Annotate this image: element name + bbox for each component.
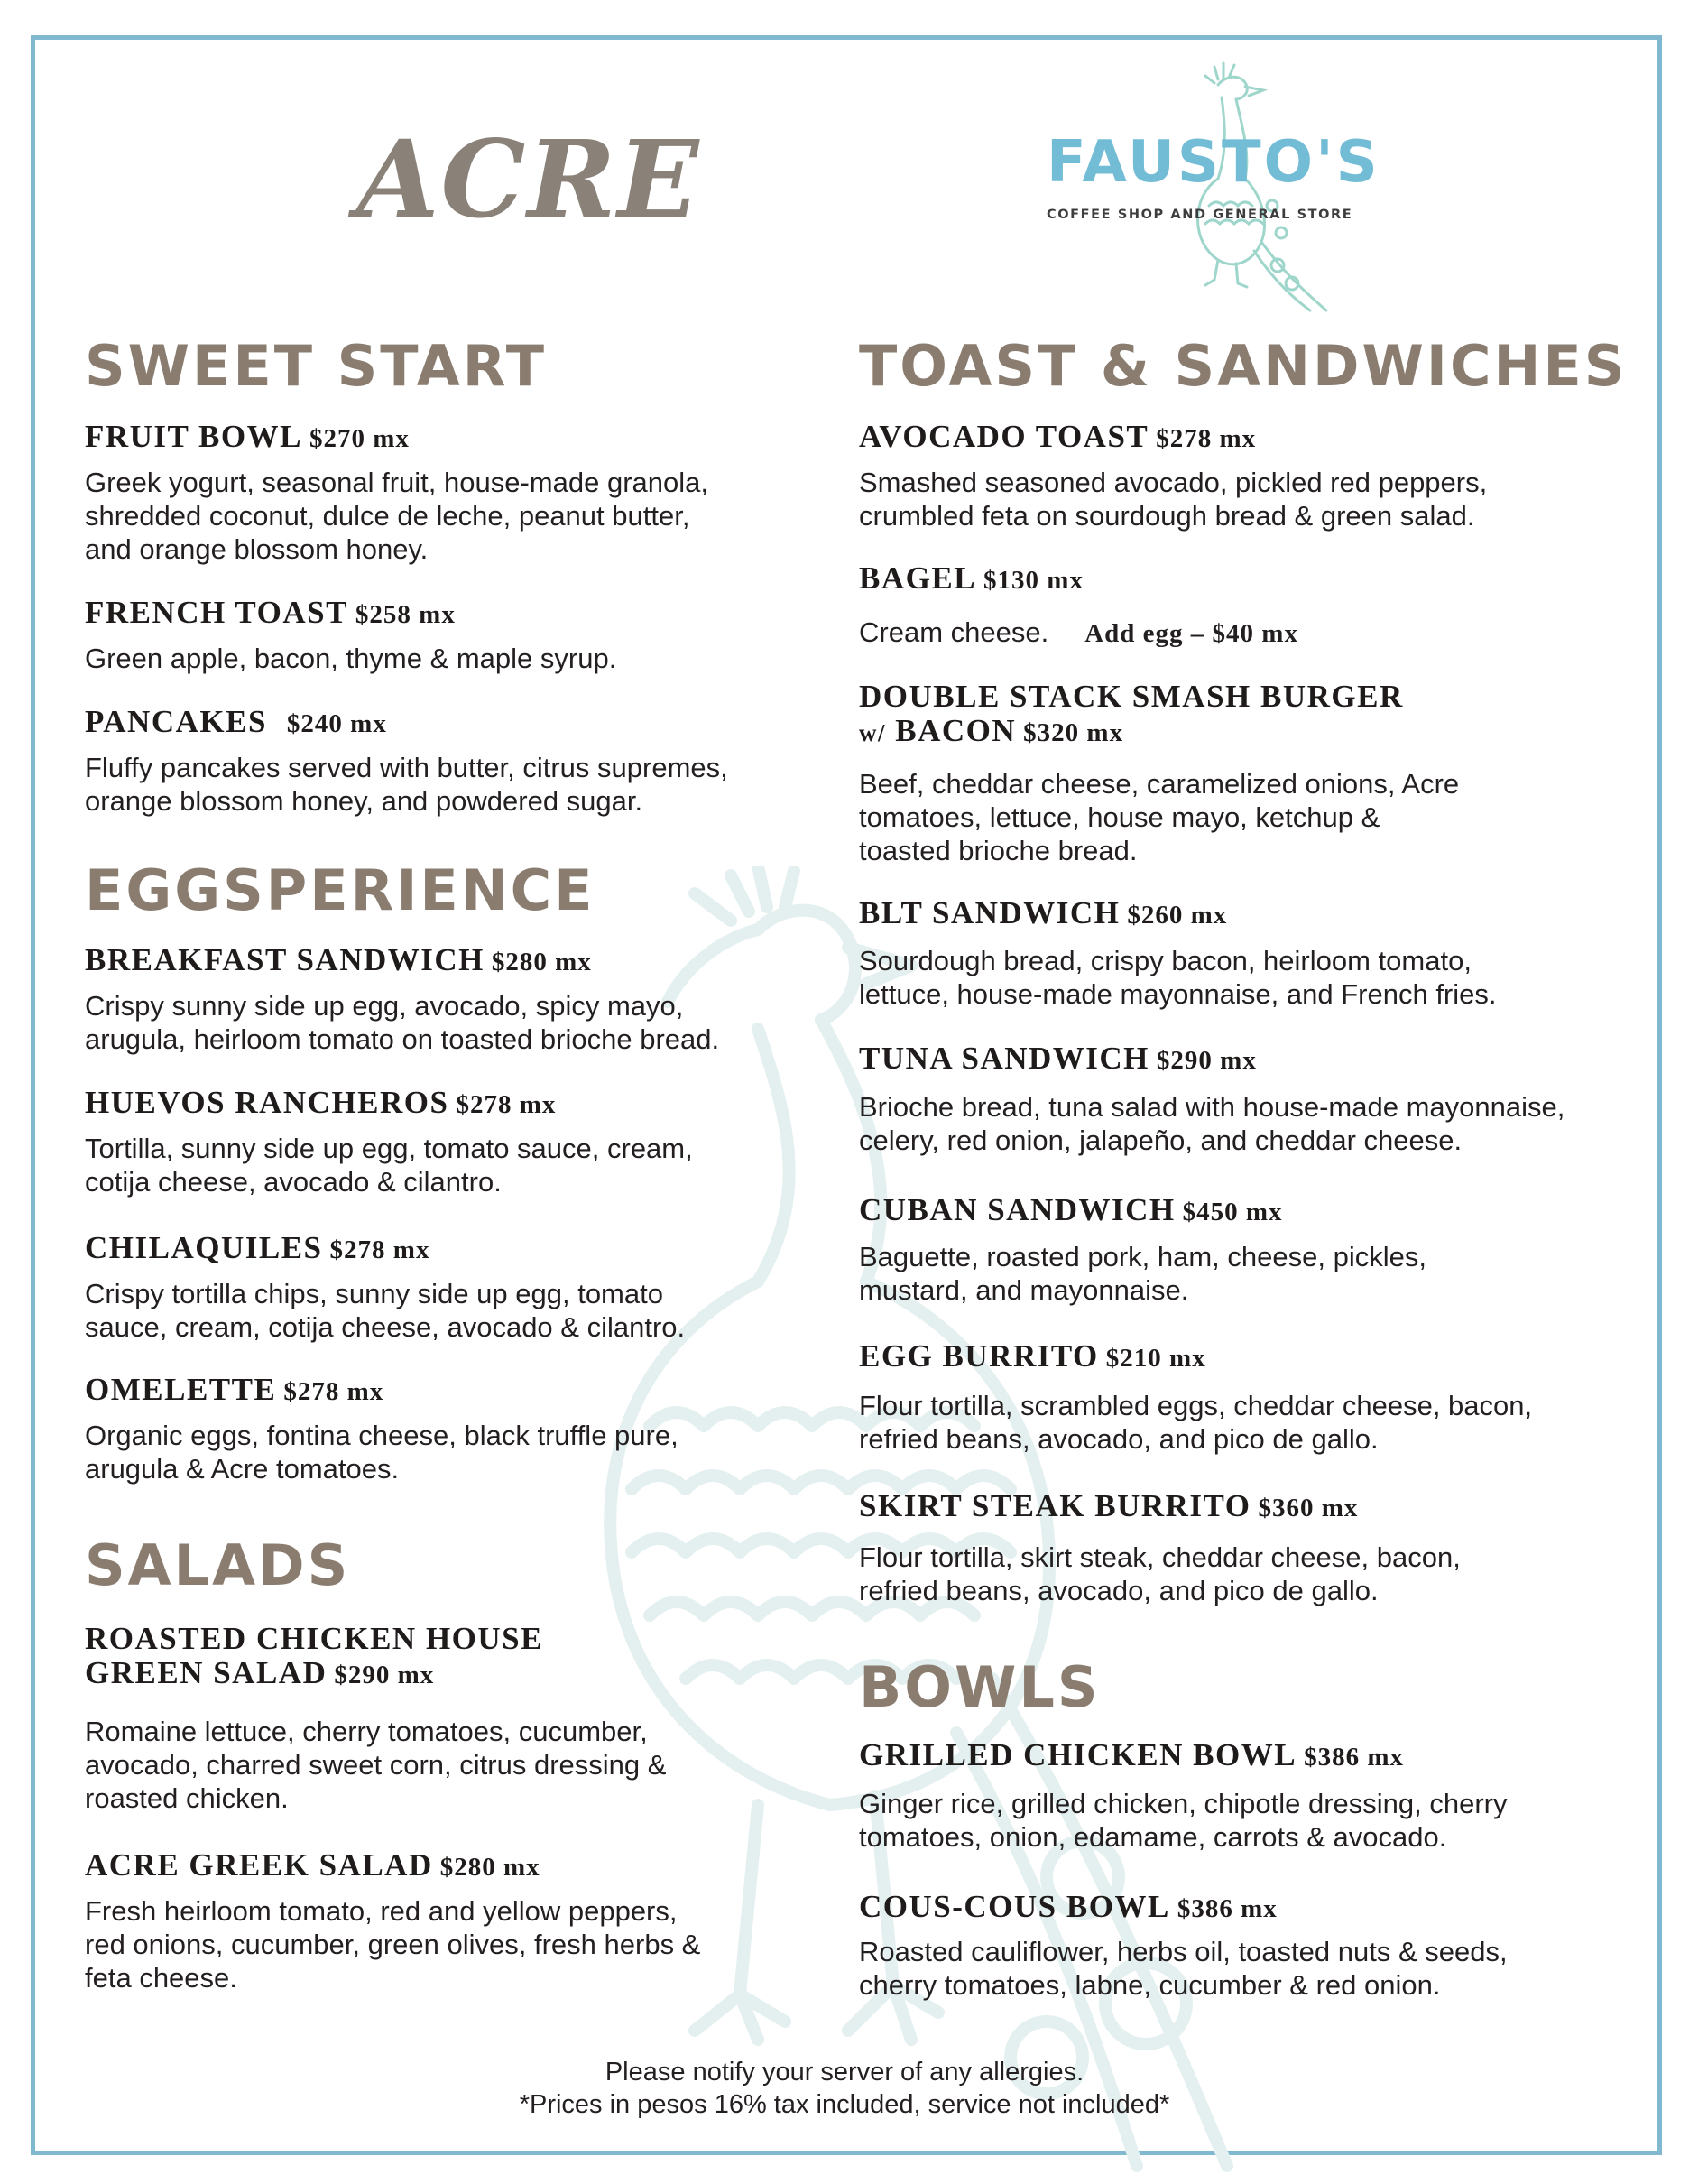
item-price: $320 mx <box>1023 718 1124 747</box>
desc-line: Crispy tortilla chips, sunny side up egg, tomato <box>85 1278 663 1309</box>
item-price: $278 mx <box>456 1090 557 1119</box>
menu-item-title <box>859 1738 1404 1774</box>
item-name: GRILLED CHICKEN BOWL <box>859 1737 1297 1772</box>
desc-line: Organic eggs, fontina cheese, black truffle pure, <box>85 1420 678 1451</box>
desc-line: Brioche bread, tuna salad with house-made mayonnaise, <box>859 1091 1565 1123</box>
item-description <box>859 944 1497 1011</box>
item-name: SKIRT STEAK BURRITO <box>859 1488 1251 1523</box>
desc-line: Green apple, bacon, thyme & maple syrup. <box>85 643 617 674</box>
menu-item-title <box>859 1339 1206 1375</box>
item-description <box>859 466 1487 532</box>
desc-line: Romaine lettuce, cherry tomatoes, cucumber, <box>85 1716 648 1747</box>
allergy-notice: Please notify your server of any allergies. <box>605 2058 1084 2087</box>
section-heading-bowls: BOWLS <box>859 1654 1101 1720</box>
desc-line: crumbled feta on sourdough bread & green salad. <box>859 500 1475 532</box>
desc-line: shredded coconut, dulce de leche, peanut butter, <box>85 500 690 532</box>
desc-line: Beef, cheddar cheese, caramelized onions, Acre <box>859 768 1460 800</box>
item-name: BLT SANDWICH <box>859 895 1121 930</box>
item-description <box>859 1389 1532 1456</box>
item-name: CHILAQUILES <box>85 1230 323 1265</box>
menu-item-title <box>859 420 1256 456</box>
desc-line: roasted chicken. <box>85 1782 289 1814</box>
item-description <box>859 1240 1426 1307</box>
item-name: FRUIT BOWL <box>85 419 302 454</box>
item-price: $386 mx <box>1177 1894 1278 1923</box>
footer-notes <box>0 2056 1689 2121</box>
menu-item-title <box>85 1622 543 1692</box>
menu-item-title <box>85 1373 383 1409</box>
item-name: HUEVOS RANCHEROS <box>85 1085 449 1120</box>
desc-line: Tortilla, sunny side up egg, tomato sauce, cream, <box>85 1133 693 1164</box>
item-price: $360 mx <box>1258 1494 1359 1522</box>
item-description <box>859 1787 1507 1854</box>
item-price: $278 mx <box>283 1377 384 1406</box>
item-description <box>85 1419 678 1485</box>
section-heading-toast-sandwiches: TOAST & SANDWICHES <box>859 333 1628 399</box>
desc-line: refried beans, avocado, and pico de gallo. <box>859 1423 1379 1455</box>
menu-item-title <box>85 1848 540 1884</box>
acre-logo: ACRE <box>356 116 701 242</box>
desc-line: Fresh heirloom tomato, red and yellow peppers, <box>85 1895 678 1927</box>
item-price: $210 mx <box>1105 1344 1206 1373</box>
item-description <box>859 767 1459 867</box>
desc-line: red onions, cucumber, green olives, fresh herbs & <box>85 1929 701 1960</box>
item-name: OMELETTE <box>85 1372 277 1407</box>
item-name: EGG BURRITO <box>859 1338 1099 1374</box>
menu-item-title <box>859 680 1404 750</box>
menu-item-title <box>85 1231 429 1267</box>
item-price: $280 mx <box>439 1853 540 1882</box>
desc-line: mustard, and mayonnaise. <box>859 1274 1189 1306</box>
item-description <box>859 1935 1508 2002</box>
item-description <box>85 1132 693 1198</box>
desc-line: arugula, heirloom tomato on toasted brioche bread. <box>85 1023 720 1055</box>
item-name: ACRE GREEK SALAD <box>85 1847 433 1883</box>
item-price: $278 mx <box>1156 424 1257 453</box>
item-price: $290 mx <box>334 1661 435 1689</box>
faustos-tagline: COFFEE SHOP AND GENERAL STORE <box>1047 208 1353 222</box>
item-description <box>859 615 1298 651</box>
item-description <box>85 642 616 675</box>
menu-item-title <box>859 1890 1278 1926</box>
item-name: BAGEL <box>859 560 977 596</box>
item-price: $450 mx <box>1182 1198 1283 1226</box>
desc-line: tomatoes, onion, edamame, carrots & avocado. <box>859 1821 1447 1853</box>
desc-line: celery, red onion, jalapeño, and cheddar cheese. <box>859 1124 1463 1156</box>
desc-line: Fluffy pancakes served with butter, citrus supremes, <box>85 752 728 783</box>
desc-line: Smashed seasoned avocado, pickled red peppers, <box>859 467 1488 498</box>
desc-line: Baguette, roasted pork, ham, cheese, pickles, <box>859 1241 1426 1272</box>
desc-line: avocado, charred sweet corn, citrus dressing & <box>85 1749 667 1781</box>
desc-line: orange blossom honey, and powdered sugar. <box>85 785 643 817</box>
menu-item-title <box>859 561 1084 597</box>
item-addon: Add egg – $40 mx <box>1084 619 1298 648</box>
menu-item-title <box>85 943 592 979</box>
desc-line: cherry tomatoes, labne, cucumber & red onion. <box>859 1969 1441 2001</box>
item-name: AVOCADO TOAST <box>859 419 1149 454</box>
item-price: $386 mx <box>1304 1743 1405 1772</box>
menu-item-title <box>859 1041 1257 1078</box>
item-name: CUBAN SANDWICH <box>859 1192 1176 1227</box>
section-heading-eggsperience: EGGSPERIENCE <box>85 857 595 923</box>
item-price: $280 mx <box>491 948 592 976</box>
desc-line: lettuce, house-made mayonnaise, and French fries. <box>859 978 1497 1010</box>
faustos-name: FAUSTO'S <box>1047 129 1380 196</box>
desc-line: Roasted cauliflower, herbs oil, toasted nuts & seeds, <box>859 1936 1508 1967</box>
item-name: COUS-COUS BOWL <box>859 1889 1170 1924</box>
item-name: BREAKFAST SANDWICH <box>85 942 485 977</box>
item-name: TUNA SANDWICH <box>859 1041 1149 1076</box>
desc-line: sauce, cream, cotija cheese, avocado & cilantro. <box>85 1311 686 1343</box>
desc-line: and orange blossom honey. <box>85 533 429 565</box>
desc-line: arugula & Acre tomatoes. <box>85 1453 400 1485</box>
item-description <box>85 1715 666 1815</box>
item-price: $260 mx <box>1127 901 1228 930</box>
menu-item-title <box>85 705 387 741</box>
item-price: $240 mx <box>286 709 387 738</box>
desc-line: Cream cheese. <box>859 616 1049 648</box>
desc-line: Greek yogurt, seasonal fruit, house-made granola, <box>85 467 708 498</box>
desc-line: toasted brioche bread. <box>859 835 1138 866</box>
desc-line: Sourdough bread, crispy bacon, heirloom tomato, <box>859 945 1472 976</box>
desc-line: feta cheese. <box>85 1962 237 1994</box>
item-name-line2: GREEN SALAD <box>85 1655 328 1690</box>
desc-line: Flour tortilla, skirt steak, cheddar cheese, bacon, <box>859 1541 1461 1573</box>
menu-item-title <box>85 1086 556 1122</box>
item-name-prefix: w/ <box>859 719 886 746</box>
desc-line: cotija cheese, avocado & cilantro. <box>85 1166 502 1198</box>
price-notice: *Prices in pesos 16% tax included, service not included* <box>519 2090 1170 2119</box>
item-description <box>859 1090 1564 1157</box>
item-price: $270 mx <box>309 424 410 453</box>
section-heading-salads: SALADS <box>85 1532 351 1598</box>
desc-line: Ginger rice, grilled chicken, chipotle dressing, cherry <box>859 1788 1508 1819</box>
desc-line: Crispy sunny side up egg, avocado, spicy mayo, <box>85 990 684 1022</box>
item-price: $290 mx <box>1156 1046 1257 1075</box>
item-name: PANCAKES <box>85 704 267 739</box>
item-description <box>85 1277 685 1344</box>
item-name: FRENCH TOAST <box>85 595 348 630</box>
item-description <box>85 466 708 566</box>
item-price: $258 mx <box>355 600 456 629</box>
item-description <box>85 989 719 1056</box>
item-name-line2: BACON <box>895 713 1017 748</box>
menu-item-title <box>859 1193 1283 1229</box>
item-price: $130 mx <box>983 566 1084 595</box>
item-name-line1: DOUBLE STACK SMASH BURGER <box>859 679 1404 714</box>
desc-line: Flour tortilla, scrambled eggs, cheddar cheese, bacon, <box>859 1390 1533 1421</box>
item-description <box>859 1541 1461 1607</box>
desc-line: tomatoes, lettuce, house mayo, ketchup & <box>859 801 1380 833</box>
item-price: $278 mx <box>329 1235 430 1264</box>
faustos-logo <box>1047 129 1380 222</box>
desc-line: refried beans, avocado, and pico de gallo. <box>859 1575 1379 1606</box>
menu-item-title <box>859 1489 1358 1525</box>
item-description <box>85 1894 700 1994</box>
menu-item-title <box>859 896 1227 932</box>
menu-item-title <box>85 596 456 632</box>
item-name-line1: ROASTED CHICKEN HOUSE <box>85 1621 543 1656</box>
section-heading-sweet-start: SWEET START <box>85 333 547 399</box>
menu-item-title <box>85 420 410 456</box>
item-description <box>85 751 728 818</box>
